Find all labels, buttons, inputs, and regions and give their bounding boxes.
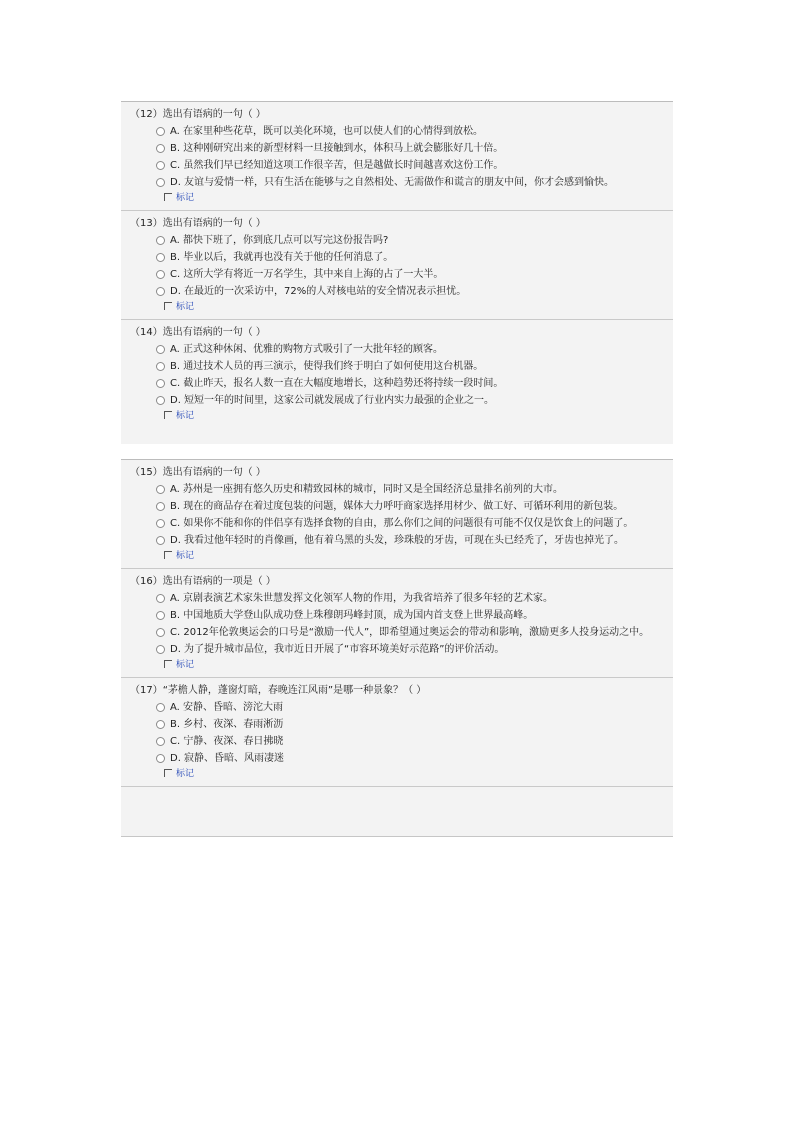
question-15 <box>121 460 673 569</box>
option-b[interactable] <box>121 716 673 733</box>
option-label: B. 这种刚研究出来的新型材料一旦接触到水，体积马上就会膨胀好几十倍。 <box>170 143 504 154</box>
option-label: D. 我看过他年轻时的肖像画，他有着乌黑的头发，珍珠般的牙齿，可现在头已经秃了，牙齿也掉光了。 <box>170 535 625 546</box>
option-c[interactable] <box>121 266 673 283</box>
option-b[interactable] <box>121 498 673 515</box>
option-c[interactable] <box>121 733 673 750</box>
option-c[interactable] <box>121 157 673 174</box>
radio-button[interactable] <box>156 161 165 170</box>
mark-checkbox[interactable] <box>164 411 172 419</box>
option-d[interactable] <box>121 392 673 409</box>
option-a[interactable] <box>121 481 673 498</box>
option-label: C. 宁静、夜深、春日拂晓 <box>170 736 284 747</box>
option-label: D. 为了提升城市品位，我市近日开展了“市容环境美好示范路”的评价活动。 <box>170 644 505 655</box>
radio-button[interactable] <box>156 628 165 637</box>
mark-label[interactable]: 标记 <box>176 769 195 779</box>
option-label: A. 在家里种些花草，既可以美化环境，也可以使人们的心情得到放松。 <box>170 126 484 137</box>
mark-row[interactable] <box>121 409 673 423</box>
option-a[interactable] <box>121 590 673 607</box>
option-label: B. 毕业以后，我就再也没有关于他的任何消息了。 <box>170 252 394 263</box>
question-17 <box>121 678 673 787</box>
option-b[interactable] <box>121 358 673 375</box>
radio-button[interactable] <box>156 611 165 620</box>
option-label: B. 通过技术人员的再三演示，使得我们终于明白了如何使用这台机器。 <box>170 361 484 372</box>
option-b[interactable] <box>121 140 673 157</box>
option-b[interactable] <box>121 607 673 624</box>
mark-checkbox[interactable] <box>164 551 172 559</box>
question-16 <box>121 569 673 678</box>
option-label: A. 正式这种休闲、优雅的购物方式吸引了一大批年轻的顾客。 <box>170 344 444 355</box>
radio-button[interactable] <box>156 362 165 371</box>
option-label: B. 乡村、夜深、春雨淅沥 <box>170 719 284 730</box>
option-label: A. 安静、昏暗、滂沱大雨 <box>170 702 284 713</box>
option-label: C. 如果你不能和你的伴侣享有选择食物的自由，那么你们之间的问题很有可能不仅仅是饮食上的问题了。 <box>170 518 634 529</box>
radio-button[interactable] <box>156 144 165 153</box>
option-label: D. 短短一年的时间里，这家公司就发展成了行业内实力最强的企业之一。 <box>170 395 495 406</box>
radio-button[interactable] <box>156 287 165 296</box>
option-label: D. 寂静、昏暗、风雨凄迷 <box>170 753 285 764</box>
question-13 <box>121 211 673 320</box>
radio-button[interactable] <box>156 178 165 187</box>
radio-button[interactable] <box>156 396 165 405</box>
question-14 <box>121 320 673 428</box>
mark-checkbox[interactable] <box>164 193 172 201</box>
mark-row[interactable] <box>121 658 673 672</box>
option-label: A. 苏州是一座拥有悠久历史和精致园林的城市，同时又是全国经济总量排名前列的大市。 <box>170 484 564 495</box>
option-label: C. 这所大学有将近一万名学生，其中来自上海的占了一大半。 <box>170 269 444 280</box>
option-a[interactable] <box>121 341 673 358</box>
option-d[interactable] <box>121 283 673 300</box>
radio-button[interactable] <box>156 720 165 729</box>
mark-row[interactable] <box>121 767 673 781</box>
option-d[interactable] <box>121 641 673 658</box>
radio-button[interactable] <box>156 379 165 388</box>
option-label: D. 友谊与爱情一样，只有生活在能够与之自然相处、无需做作和谎言的朋友中间，你才会感到愉快。 <box>170 177 615 188</box>
mark-label[interactable]: 标记 <box>176 411 195 421</box>
radio-button[interactable] <box>156 236 165 245</box>
mark-label[interactable]: 标记 <box>176 551 195 561</box>
question-text: （13）选出有语病的一句（ ） <box>130 218 266 229</box>
option-label: B. 现在的商品存在着过度包装的问题，媒体大力呼吁商家选择用材少、做工好、可循环利用的新包装。 <box>170 501 624 512</box>
option-a[interactable] <box>121 123 673 140</box>
question-text: （17）“茅檐人静，蓬窗灯暗，春晚连江风雨”是哪一种景象？（ ） <box>130 685 427 696</box>
radio-button[interactable] <box>156 270 165 279</box>
mark-label[interactable]: 标记 <box>176 193 195 203</box>
option-c[interactable] <box>121 624 673 641</box>
radio-button[interactable] <box>156 703 165 712</box>
option-c[interactable] <box>121 515 673 532</box>
radio-button[interactable] <box>156 519 165 528</box>
radio-button[interactable] <box>156 645 165 654</box>
option-c[interactable] <box>121 375 673 392</box>
radio-button[interactable] <box>156 754 165 763</box>
mark-row[interactable] <box>121 191 673 205</box>
mark-checkbox[interactable] <box>164 302 172 310</box>
option-b[interactable] <box>121 249 673 266</box>
mark-row[interactable] <box>121 549 673 563</box>
option-a[interactable] <box>121 232 673 249</box>
question-panel-1 <box>121 101 673 444</box>
mark-checkbox[interactable] <box>164 660 172 668</box>
radio-button[interactable] <box>156 485 165 494</box>
question-text: （16）选出有语病的一项是（ ） <box>130 576 276 587</box>
option-d[interactable] <box>121 532 673 549</box>
radio-button[interactable] <box>156 737 165 746</box>
radio-button[interactable] <box>156 253 165 262</box>
radio-button[interactable] <box>156 127 165 136</box>
question-panel-2 <box>121 459 673 837</box>
option-label: B. 中国地质大学登山队成功登上珠穆朗玛峰封顶，成为国内首支登上世界最高峰。 <box>170 610 534 621</box>
option-label: D. 在最近的一次采访中，72%的人对核电站的安全情况表示担忧。 <box>170 286 467 297</box>
option-label: A. 京剧表演艺术家朱世慧发挥文化领军人物的作用，为我省培养了很多年轻的艺术家。 <box>170 593 554 604</box>
option-label: C. 截止昨天，报名人数一直在大幅度地增长，这种趋势还将持续一段时间。 <box>170 378 504 389</box>
question-text: （14）选出有语病的一句（ ） <box>130 327 266 338</box>
question-text: （15）选出有语病的一句（ ） <box>130 467 266 478</box>
option-d[interactable] <box>121 750 673 767</box>
radio-button[interactable] <box>156 345 165 354</box>
mark-row[interactable] <box>121 300 673 314</box>
option-a[interactable] <box>121 699 673 716</box>
mark-checkbox[interactable] <box>164 769 172 777</box>
radio-button[interactable] <box>156 502 165 511</box>
question-text: （12）选出有语病的一句（ ） <box>130 109 266 120</box>
question-12 <box>121 102 673 211</box>
radio-button[interactable] <box>156 536 165 545</box>
mark-label[interactable]: 标记 <box>176 660 195 670</box>
mark-label[interactable]: 标记 <box>176 302 195 312</box>
radio-button[interactable] <box>156 594 165 603</box>
option-d[interactable] <box>121 174 673 191</box>
option-label: A. 都快下班了，你到底几点可以写完这份报告吗? <box>170 235 389 246</box>
option-label: C. 2012年伦敦奥运会的口号是“激励一代人”，即希望通过奥运会的带动和影响，激励更多人投身运动之中。 <box>170 627 650 638</box>
option-label: C. 虽然我们早已经知道这项工作很辛苦，但是越做长时间越喜欢这份工作。 <box>170 160 504 171</box>
